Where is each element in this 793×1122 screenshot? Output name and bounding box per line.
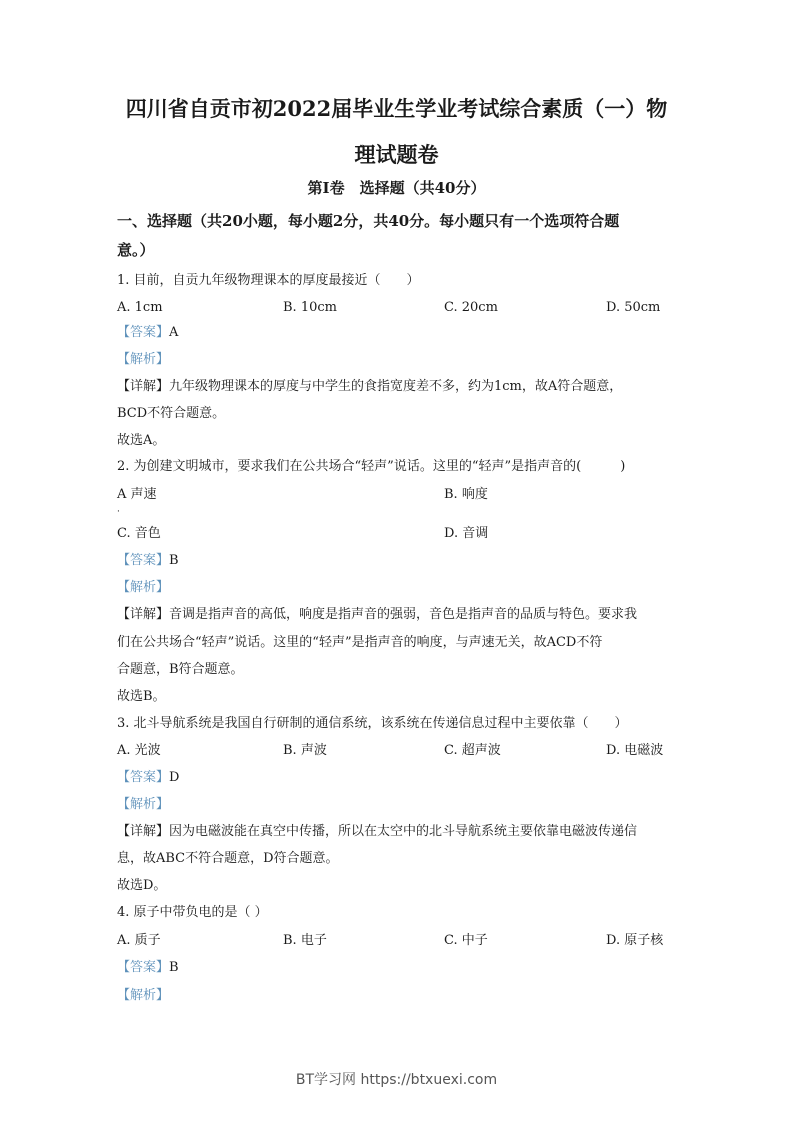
q4-option-b: B. 电子: [283, 933, 327, 948]
q3-analysis-label: 【解析】: [117, 797, 170, 812]
answer-value: D: [169, 770, 180, 785]
section-heading-cont: 意。）: [117, 241, 155, 259]
answer-value: A: [169, 325, 179, 340]
q2-option-c: C. 音色: [117, 526, 161, 541]
q3-option-d: D. 电磁波: [606, 743, 664, 758]
q1-analysis-label: 【解析】: [117, 352, 170, 367]
q1-detail: 【详解】九年级物理课本的厚度与中学生的食指宽度差不多，约为1cm，故A符合题意，: [117, 379, 623, 394]
q4-option-c: C. 中子: [444, 933, 488, 948]
q3-detail: 【详解】因为电磁波能在真空中传播，所以在太空中的北斗导航系统主要依靠电磁波传递信: [117, 824, 638, 839]
q1-option-c: C. 20cm: [444, 300, 498, 315]
q2-detail: 【详解】音调是指声音的高低，响度是指声音的强弱，音色是指声音的品质与特色。要求我: [117, 607, 638, 622]
q1-option-a: A. 1cm: [117, 300, 163, 315]
q1-conclusion: 故选A。: [117, 433, 166, 448]
question-2-stem: 2. 为创建文明城市，要求我们在公共场合“轻声”说话。这里的“轻声”是指声音的( ): [117, 459, 626, 474]
section-heading: 一、选择题（共20小题，每小题2分，共40分。每小题只有一个选项符合题: [117, 212, 620, 230]
q4-analysis-label: 【解析】: [117, 988, 170, 1003]
q2-conclusion: 故选B。: [117, 689, 166, 704]
answer-value: B: [169, 960, 179, 975]
answer-label: 【答案】: [117, 553, 170, 568]
q2-detail-cont-2: 合题意，B符合题意。: [117, 662, 244, 677]
q3-detail-cont: 息，故ABC不符合题意，D符合题意。: [117, 851, 339, 866]
answer-label: 【答案】: [117, 325, 170, 340]
footer-watermark: BT学习网 https://btxuexi.com: [295, 1072, 498, 1088]
question-1-stem: 1. 目前，自贡九年级物理课本的厚度最接近（ ）: [117, 273, 420, 288]
q4-option-d: D. 原子核: [606, 933, 664, 948]
q3-option-a: A. 光波: [117, 743, 161, 758]
question-3-stem: 3. 北斗导航系统是我国自行研制的通信系统，该系统在传递信息过程中主要依靠（ ）: [117, 716, 628, 731]
q2-option-d: D. 音调: [444, 526, 489, 541]
q1-option-b: B. 10cm: [283, 300, 337, 315]
document-title-line-1: 四川省自贡市初2022届毕业生学业考试综合素质（一）物: [125, 96, 668, 121]
answer-label: 【答案】: [117, 960, 170, 975]
stray-mark: ·: [117, 507, 120, 517]
q3-option-c: C. 超声波: [444, 743, 501, 758]
q3-conclusion: 故选D。: [117, 878, 167, 893]
answer-value: B: [169, 553, 179, 568]
q2-option-b: B. 响度: [444, 487, 488, 502]
document-title-line-2: 理试题卷: [354, 142, 439, 167]
q2-option-a: A 声速: [117, 487, 157, 502]
q2-analysis-label: 【解析】: [117, 580, 170, 595]
answer-label: 【答案】: [117, 770, 170, 785]
q3-answer: [117, 769, 179, 787]
q2-detail-cont: 们在公共场合“轻声”说话。这里的“轻声”是指声音的响度，与声速无关，故ACD不符: [117, 635, 603, 650]
q4-answer: [117, 959, 179, 977]
q2-answer: [117, 552, 179, 570]
part-heading: 第Ⅰ卷 选择题（共40分）: [307, 179, 486, 197]
q1-option-d: D. 50cm: [606, 300, 661, 315]
q1-detail-cont: BCD不符合题意。: [117, 406, 226, 421]
question-4-stem: 4. 原子中带负电的是（ ）: [117, 905, 268, 920]
q3-option-b: B. 声波: [283, 743, 327, 758]
q4-option-a: A. 质子: [117, 933, 161, 948]
q1-answer: [117, 324, 178, 342]
